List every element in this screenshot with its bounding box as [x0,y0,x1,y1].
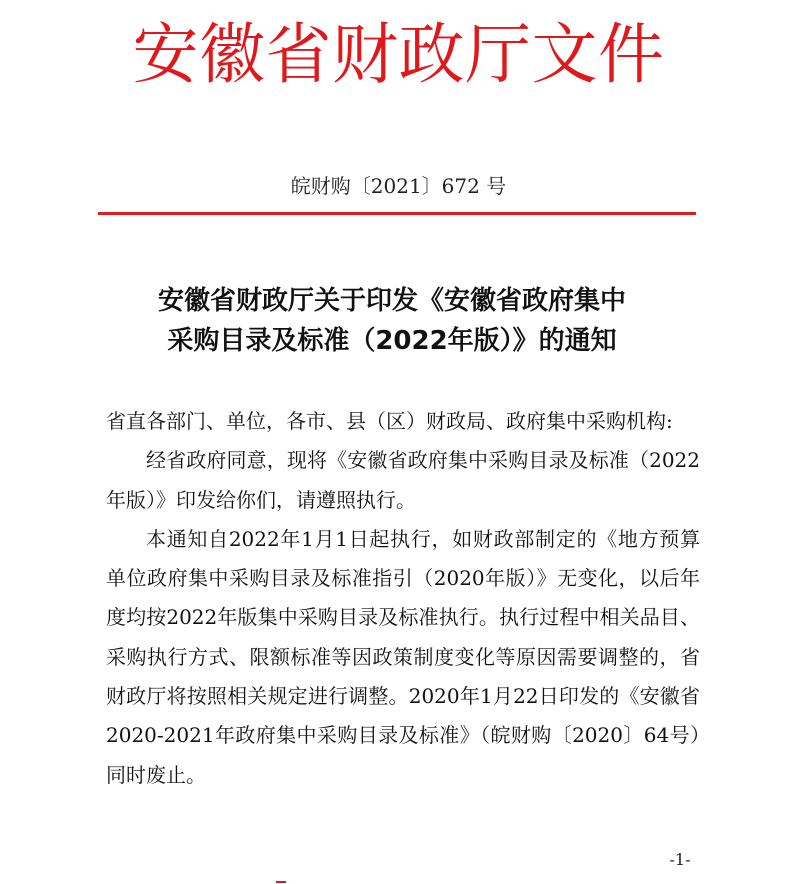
page-number: -1- [669,850,691,869]
notice-title-line-2: 采购目录及标准（2022年版）》的通知 [167,326,617,356]
paragraph-approval: 经省政府同意，现将《安徽省政府集中采购目录及标准（2022年版）》印发给你们，请遵照执行。 [106,448,700,512]
red-mark [276,881,286,883]
paragraph-execution: 本通知自2022年1月1日起执行，如财政部制定的《地方预算单位政府集中采购目录及标准指引（2020年版）》无变化，以后年度均按2022年版集中采购目录及标准执行。执行过程中相关品目、采购执行方式、限额标准等因政策制度变化等原因需要调整的，省财政厅将按照相关规定进行调整。2020年1月22日印发的《安徽省2020-2021年政府集中采购目录及标准》（皖财购〔2020〕64号）同时废止。 [106,526,700,787]
document-body [106,402,700,795]
red-divider-line [98,212,696,215]
document-header-title: 安徽省财政厅文件 [132,16,665,93]
notice-title [92,281,692,361]
salutation: 省直各部门、单位，各市、县（区）财政局、政府集中采购机构: [106,409,673,433]
notice-title-line-1: 安徽省财政厅关于印发《安徽省政府集中 [157,286,626,316]
document-number: 皖财购〔2021〕672 号 [290,174,507,198]
